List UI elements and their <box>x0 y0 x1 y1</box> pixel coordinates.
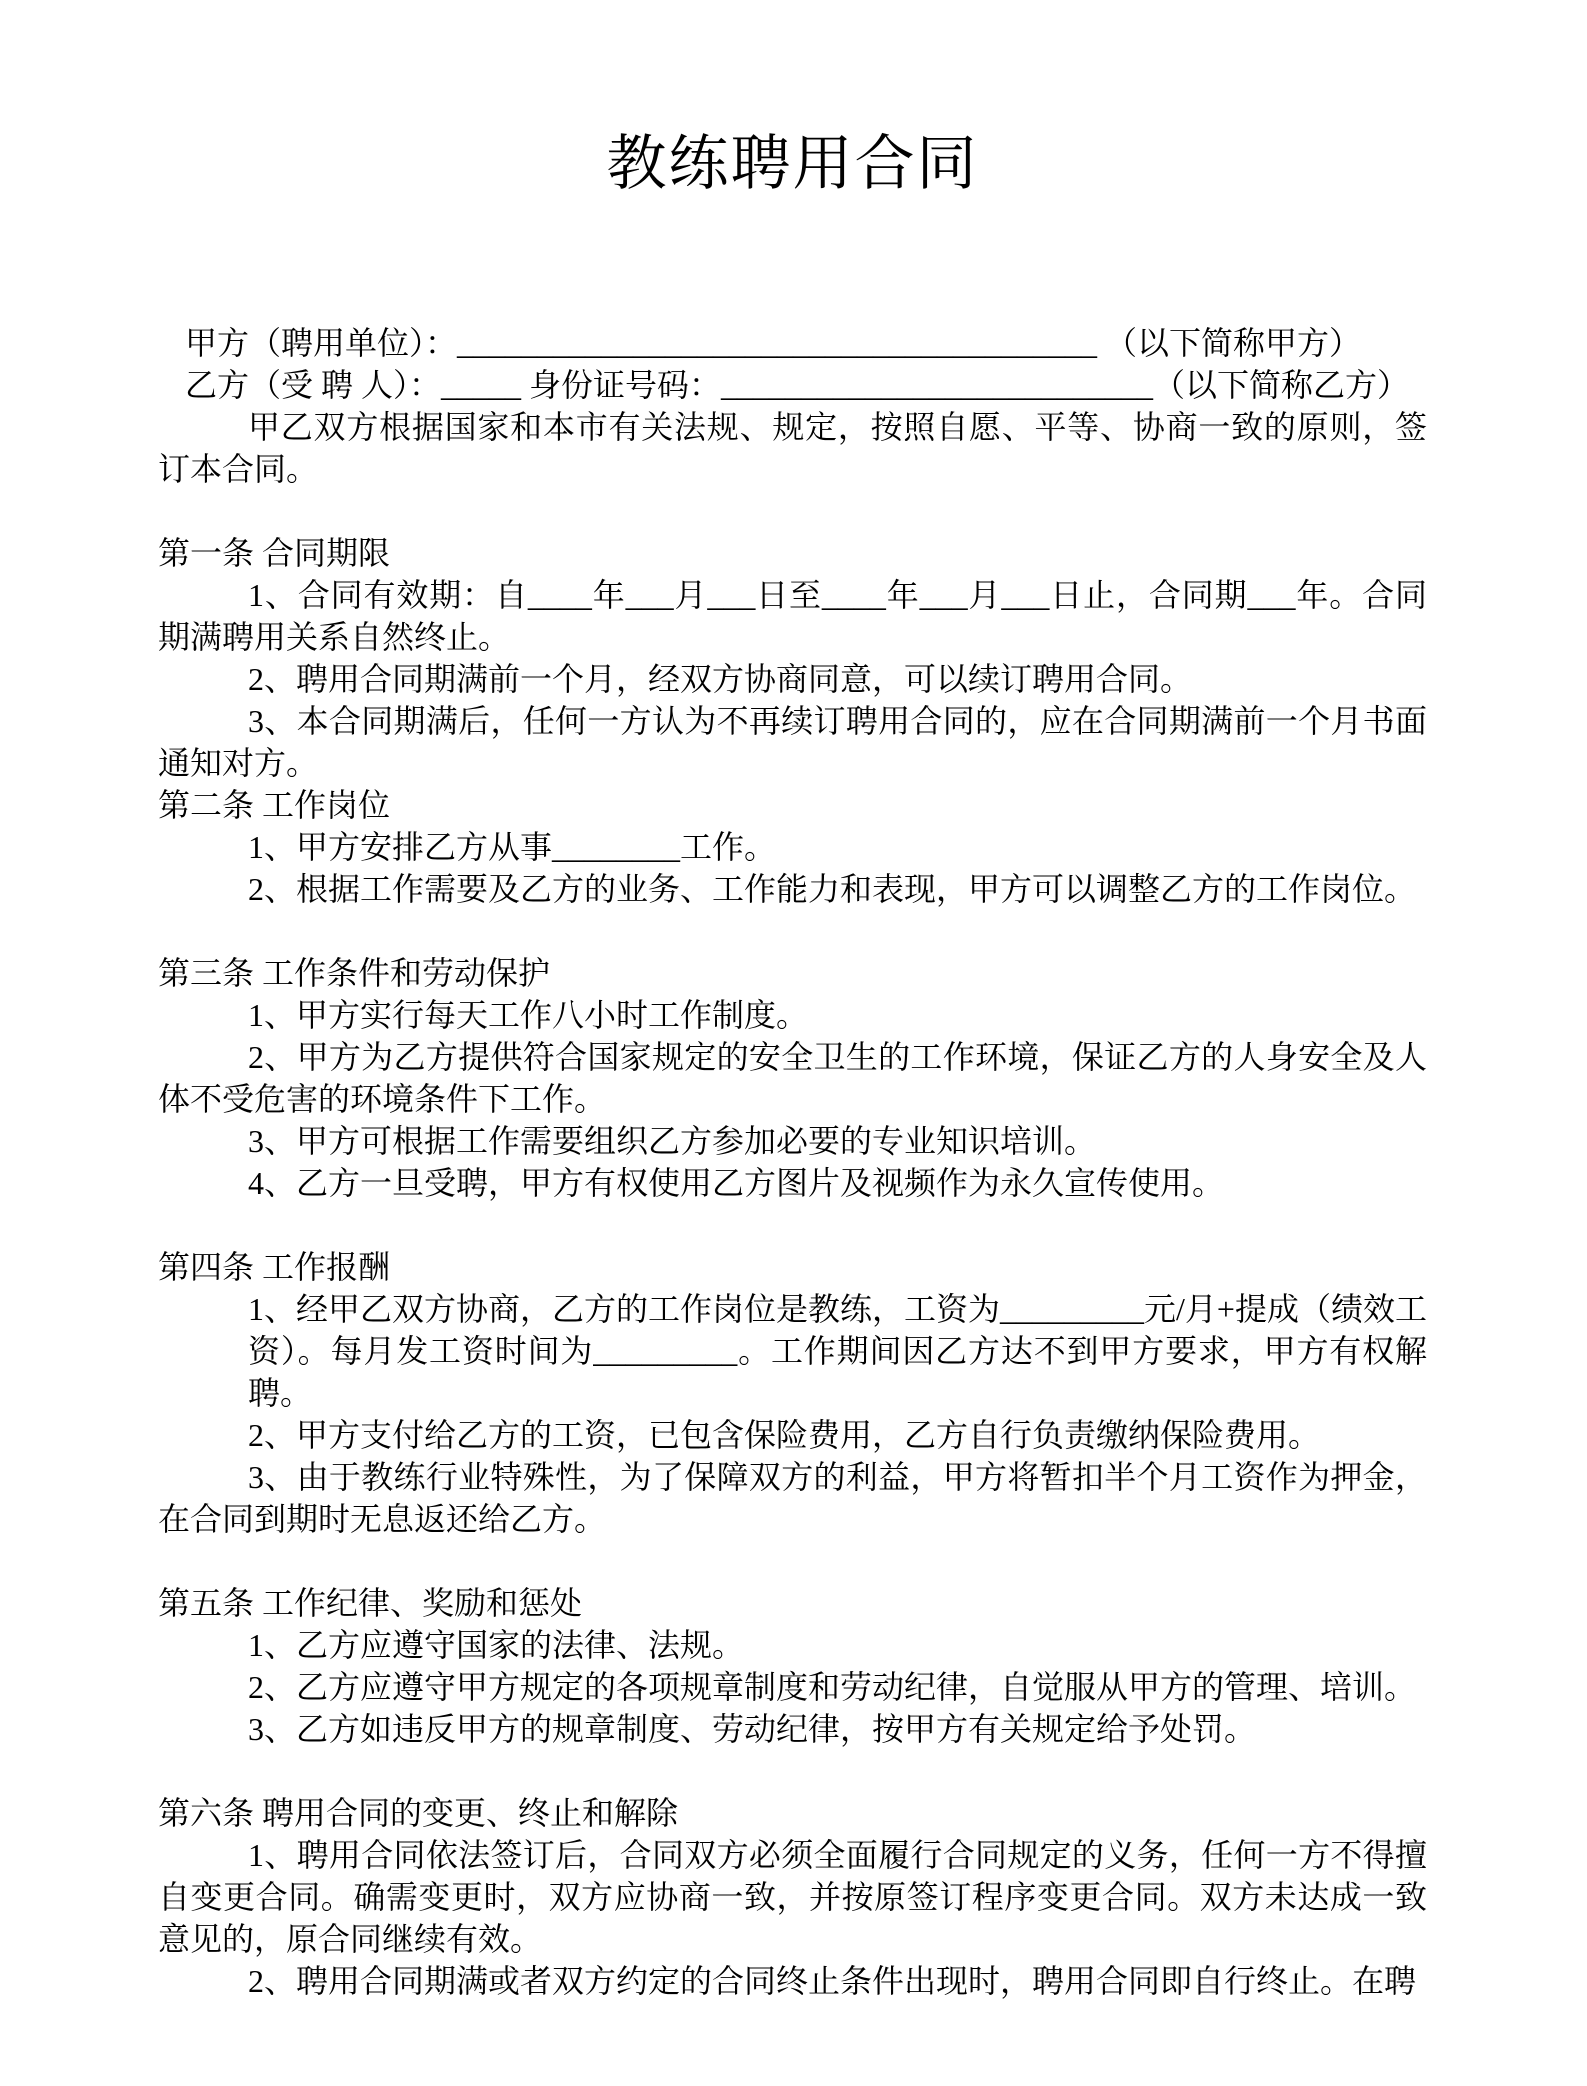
section-6-heading: 第六条 聘用合同的变更、终止和解除 <box>158 1795 679 1831</box>
party-b-alias: （以下简称乙方） <box>1153 367 1410 403</box>
section-2-heading: 第二条 工作岗位 <box>158 787 391 823</box>
intro-paragraph: 甲乙双方根据国家和本市有关法规、规定，按照自愿、平等、协商一致的原则，签订本合同。 <box>158 409 1427 487</box>
section-3-work-conditions <box>158 952 1427 1204</box>
section-5-item-3: 3、乙方如违反甲方的规章制度、劳动纪律，按甲方有关规定给予处罚。 <box>248 1711 1257 1747</box>
party-b-id-label: 身份证号码： <box>529 367 722 403</box>
section-4-heading: 第四条 工作报酬 <box>158 1249 391 1285</box>
section-4-item-3: 3、由于教练行业特殊性，为了保障双方的利益，甲方将暂扣半个月工资作为押金，在合同到期时无息返还给乙方。 <box>158 1459 1427 1537</box>
section-1-item-1: 1、合同有效期：自____年___月___日至____年___月___日止，合同期___年。合同期满聘用关系自然终止。 <box>158 577 1427 655</box>
section-1-contract-term <box>158 532 1427 784</box>
section-2-item-2: 2、根据工作需要及乙方的业务、工作能力和表现，甲方可以调整乙方的工作岗位。 <box>248 871 1417 907</box>
section-5-heading: 第五条 工作纪律、奖励和惩处 <box>158 1585 583 1621</box>
party-a-line <box>158 322 1427 364</box>
party-b-label: 乙方（受 聘 人）： <box>185 367 442 403</box>
party-a-alias: （以下简称甲方） <box>1105 325 1362 361</box>
party-section <box>158 322 1427 406</box>
section-5-item-2: 2、乙方应遵守甲方规定的各项规章制度和劳动纪律，自觉服从甲方的管理、培训。 <box>248 1669 1417 1705</box>
party-b-blank-field: _____ <box>441 367 522 403</box>
section-3-item-1: 1、甲方实行每天工作八小时工作制度。 <box>248 997 809 1033</box>
section-4-item-1: 1、经甲乙双方协商，乙方的工作岗位是教练，工资为_________元/月+提成（绩效工资）。每月发工资时间为_________。工作期间因乙方达不到甲方要求，甲方有权解聘。 <box>248 1291 1427 1411</box>
section-3-item-4: 4、乙方一旦受聘，甲方有权使用乙方图片及视频作为永久宣传使用。 <box>248 1165 1225 1201</box>
section-3-heading: 第三条 工作条件和劳动保护 <box>158 955 551 991</box>
section-5-discipline <box>158 1582 1427 1750</box>
section-3-item-2: 2、甲方为乙方提供符合国家规定的安全卫生的工作环境，保证乙方的人身安全及人体不受危害的环境条件下工作。 <box>158 1039 1427 1117</box>
section-4-remuneration <box>158 1246 1427 1540</box>
section-5-item-1: 1、乙方应遵守国家的法律、法规。 <box>248 1627 745 1663</box>
section-6-change-termination <box>158 1792 1427 2002</box>
section-2-item-1: 1、甲方安排乙方从事________工作。 <box>248 829 777 865</box>
document-title: 教练聘用合同 <box>606 131 979 197</box>
section-3-item-3: 3、甲方可根据工作需要组织乙方参加必要的专业知识培训。 <box>248 1123 1097 1159</box>
party-a-blank-field: ________________________________________ <box>457 325 1098 361</box>
section-1-heading: 第一条 合同期限 <box>158 535 391 571</box>
section-4-item-2: 2、甲方支付给乙方的工资，已包含保险费用，乙方自行负责缴纳保险费用。 <box>248 1417 1321 1453</box>
section-6-item-2: 2、聘用合同期满或者双方约定的合同终止条件出现时，聘用合同即自行终止。在聘 <box>248 1963 1417 1999</box>
party-b-line <box>158 364 1427 406</box>
party-a-label: 甲方（聘用单位）： <box>185 325 458 361</box>
section-6-item-1: 1、聘用合同依法签订后，合同双方必须全面履行合同规定的义务，任何一方不得擅自变更合同。确需变更时，双方应协商一致，并按原签订程序变更合同。双方未达成一致意见的，原合同继续有效。 <box>158 1837 1427 1957</box>
section-1-item-3: 3、本合同期满后，任何一方认为不再续订聘用合同的，应在合同期满前一个月书面通知对方。 <box>158 703 1427 781</box>
section-1-item-2: 2、聘用合同期满前一个月，经双方协商同意，可以续订聘用合同。 <box>248 661 1193 697</box>
party-b-id-blank-field: ___________________________ <box>721 367 1154 403</box>
section-2-job-position <box>158 784 1427 910</box>
